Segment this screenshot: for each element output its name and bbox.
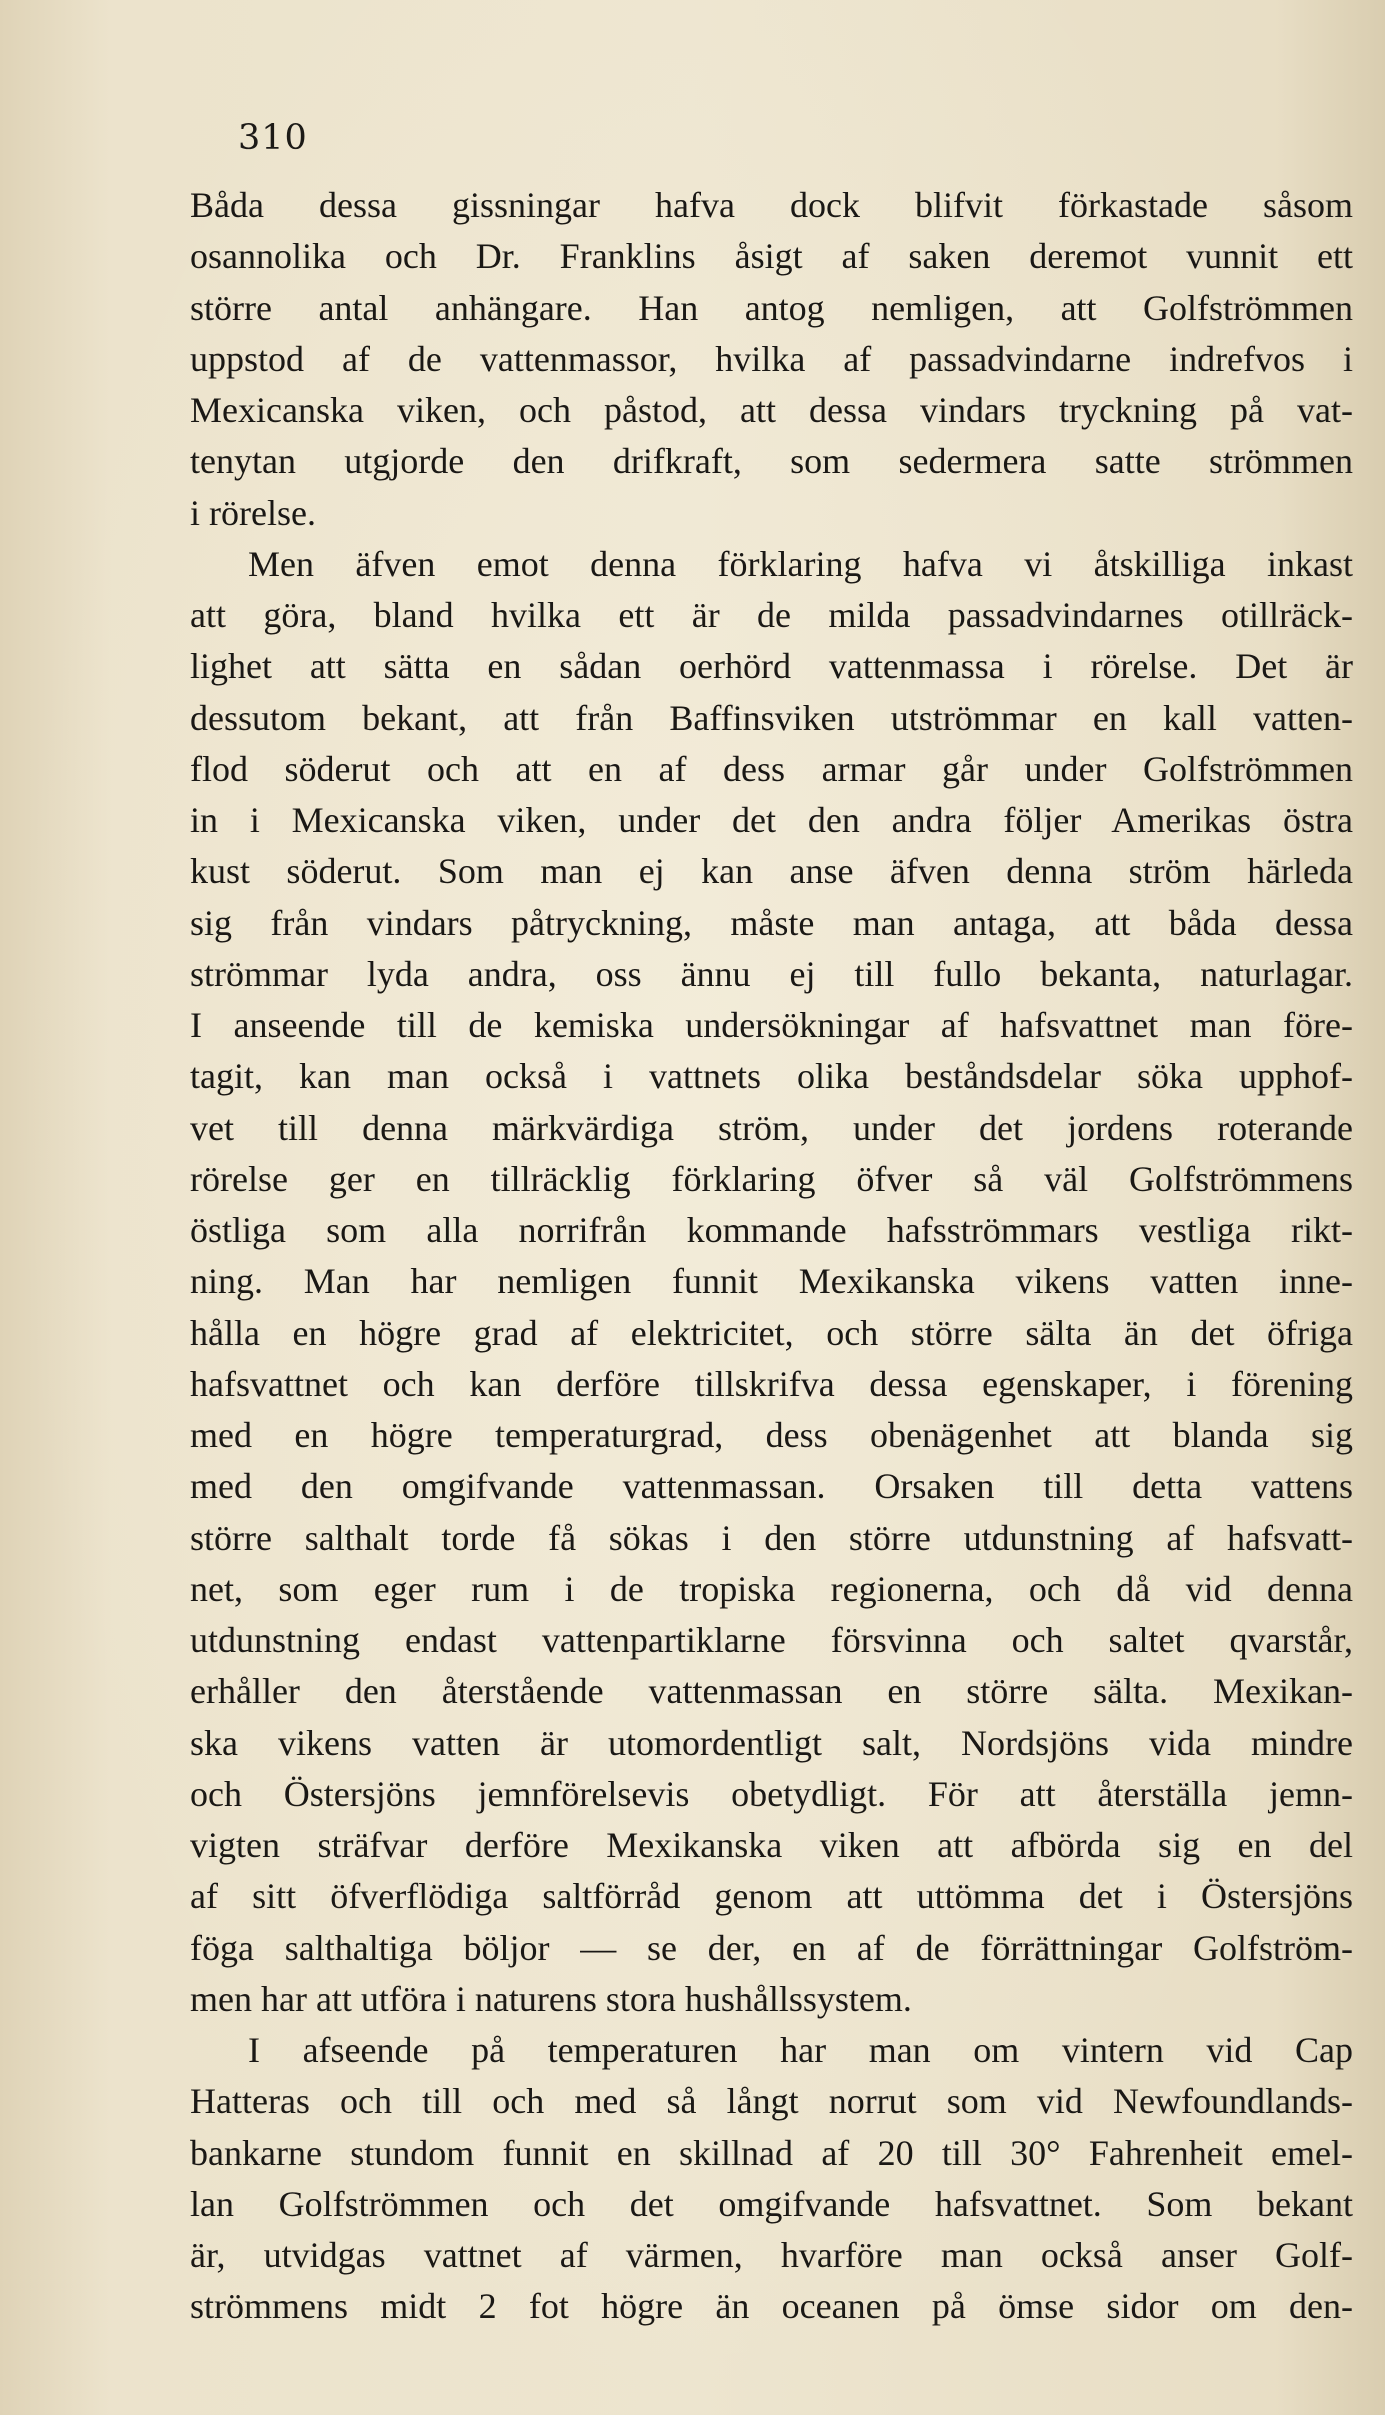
text-line: bankarne stundom funnit en skillnad af 20 till 30° Fahrenheit emel- <box>190 2132 1353 2173</box>
text-line: af sitt öfverflödiga saltförråd genom att uttömma det i Östersjöns <box>190 1876 1353 1917</box>
text-line: sig från vindars påtryckning, måste man antaga, att båda dessa <box>190 902 1353 943</box>
text-line: i rörelse. <box>190 492 316 533</box>
text-line: Mexicanska viken, och påstod, att dessa vindars tryckning på vat- <box>190 390 1353 430</box>
text-line: lighet att sätta en sådan oerhörd vattenmassa i rörelse. Det är <box>190 646 1353 687</box>
text-line: Men äfven emot denna förklaring hafva vi åtskilliga inkast <box>248 543 1353 584</box>
page-number: 310 <box>238 118 308 158</box>
text-line: vet till denna märkvärdiga ström, under det jordens roterande <box>190 1107 1353 1148</box>
text-line: större antal anhängare. Han antog nemligen, att Golfströmmen <box>190 287 1353 328</box>
text-line: in i Mexicanska viken, under det den andra följer Amerikas östra <box>190 800 1353 840</box>
text-line: tagit, kan man också i vattnets olika beståndsdelar söka upphof- <box>190 1056 1353 1097</box>
text-line: rörelse ger en tillräcklig förklaring öfver så väl Golfströmmens <box>190 1158 1353 1199</box>
text-line: dessutom bekant, att från Baffinsviken utströmmar en kall vatten- <box>190 697 1353 738</box>
text-line: I afseende på temperaturen har man om vintern vid Cap <box>248 2030 1353 2070</box>
text-line: vigten sträfvar derföre Mexikanska viken att afbörda sig en del <box>190 1825 1353 1865</box>
text-line: föga salthaltiga böljor — se der, en af de förrättningar Golfström- <box>190 1927 1353 1968</box>
text-line: flod söderut och att en af dess armar går under Golfströmmen <box>190 748 1353 789</box>
text-line: Båda dessa gissningar hafva dock blifvit förkastade såsom <box>190 185 1353 225</box>
text-line: är, utvidgas vattnet af värmen, hvarföre man också anser Golf- <box>190 2235 1353 2275</box>
text-line: med en högre temperaturgrad, dess obenägenhet att blanda sig <box>190 1415 1353 1455</box>
text-line: östliga som alla norrifrån kommande hafsströmmars vestliga rikt- <box>190 1210 1353 1250</box>
text-line: tenytan utgjorde den drifkraft, som sedermera satte strömmen <box>190 441 1353 482</box>
text-line: hafsvattnet och kan derföre tillskrifva dessa egenskaper, i förening <box>190 1363 1353 1404</box>
text-line: hålla en högre grad af elektricitet, och större sälta än det öfriga <box>190 1312 1353 1353</box>
text-line: kust söderut. Som man ej kan anse äfven denna ström härleda <box>190 851 1353 892</box>
text-line: ska vikens vatten är utomordentligt salt, Nordsjöns vida mindre <box>190 1722 1353 1763</box>
text-line: strömmar lyda andra, oss ännu ej till fullo bekanta, naturlagar. <box>190 953 1353 994</box>
text-line: att göra, bland hvilka ett är de milda passadvindarnes otillräck- <box>190 595 1353 635</box>
text-line: erhåller den återstående vattenmassan en större sälta. Mexikan- <box>190 1671 1353 1712</box>
text-line: men har att utföra i naturens stora hushållssystem. <box>190 1978 912 2019</box>
text-line: Hatteras och till och med så långt norrut som vid Newfoundlands- <box>190 2081 1353 2122</box>
text-line: med den omgifvande vattenmassan. Orsaken till detta vattens <box>190 1466 1353 1507</box>
text-line: osannolika och Dr. Franklins åsigt af saken deremot vunnit ett <box>190 236 1353 277</box>
text-line: I anseende till de kemiska undersökningar af hafsvattnet man före- <box>190 1005 1353 1045</box>
text-line: strömmens midt 2 fot högre än oceanen på ömse sidor om den- <box>190 2286 1353 2327</box>
text-line: större salthalt torde få sökas i den större utdunstning af hafsvatt- <box>190 1517 1353 1558</box>
body-text <box>190 180 1353 2333</box>
text-line: och Östersjöns jemnförelsevis obetydligt. För att återställa jemn- <box>190 1773 1353 1814</box>
text-line: net, som eger rum i de tropiska regionerna, och då vid denna <box>190 1568 1353 1609</box>
text-line: ning. Man har nemligen funnit Mexikanska vikens vatten inne- <box>190 1261 1353 1302</box>
text-line: uppstod af de vattenmassor, hvilka af passadvindarne indrefvos i <box>190 338 1353 379</box>
text-line: lan Golfströmmen och det omgifvande hafsvattnet. Som bekant <box>190 2183 1353 2224</box>
text-line: utdunstning endast vattenpartiklarne försvinna och saltet qvarstår, <box>190 1620 1353 1660</box>
